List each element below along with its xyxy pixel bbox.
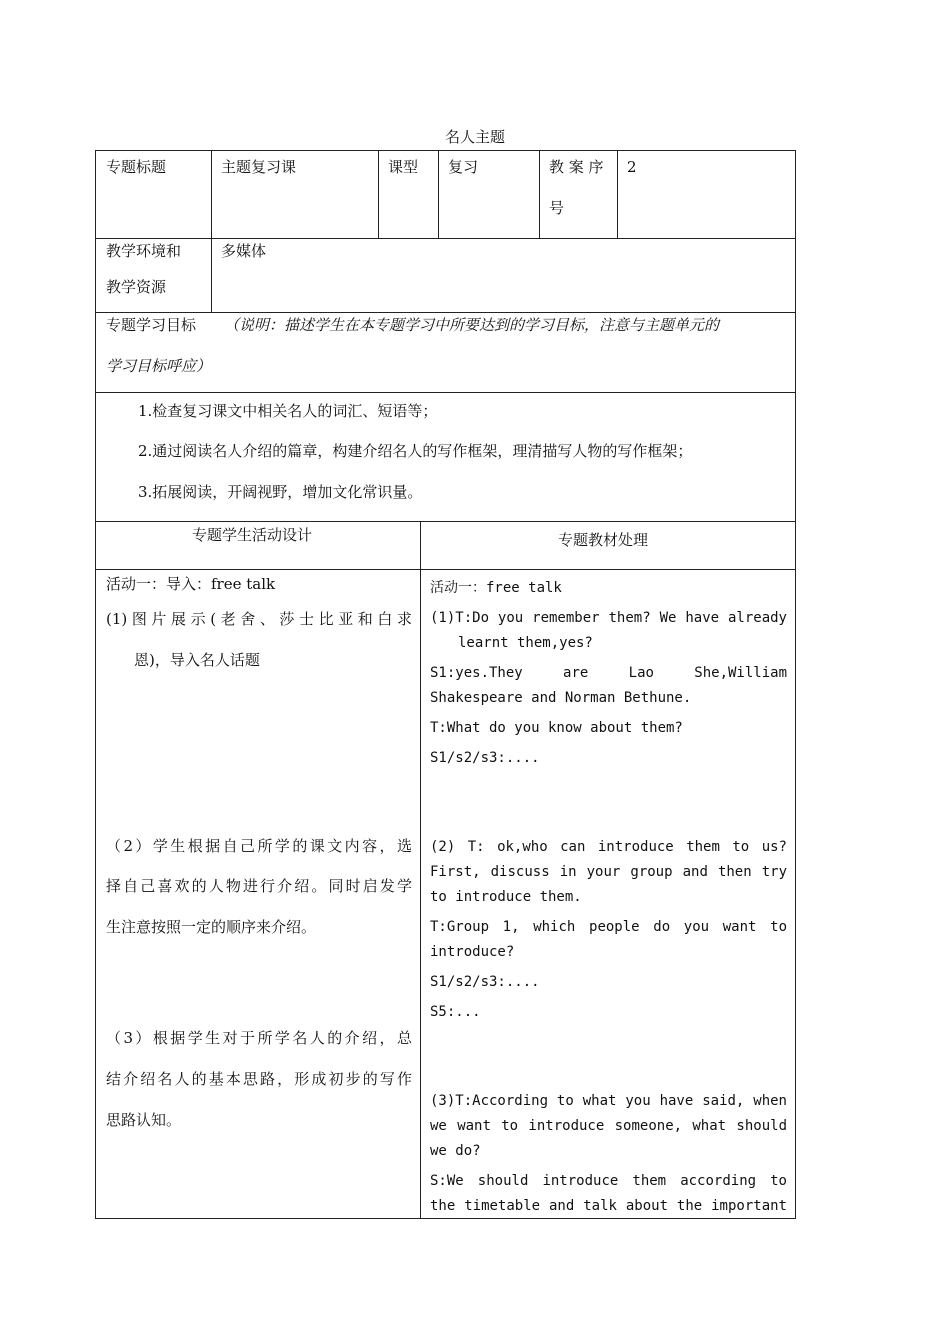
material-line: (1)T:Do you remember them? We have already — [430, 610, 787, 626]
material-line: S5:... — [430, 1004, 481, 1020]
material-line: S:We should introduce them according to — [430, 1173, 787, 1189]
row-divider — [95, 521, 796, 522]
environment-label: 教学环境和 — [106, 242, 182, 260]
material-line: we want to introduce someone, what should — [430, 1118, 787, 1134]
environment-label-cont: 教学资源 — [106, 278, 167, 296]
goals-label: 专题学习目标 — [106, 316, 197, 334]
topic-value: 主题复习课 — [221, 158, 297, 176]
activity-step-1-cont: 恩)，导入名人话题 — [134, 651, 260, 669]
left-column-header: 专题学生活动设计 — [192, 526, 313, 544]
col-divider — [438, 150, 439, 238]
col-divider — [211, 150, 212, 312]
material-line: 活动一：free talk — [430, 580, 562, 596]
row-divider — [95, 392, 796, 393]
row-divider — [95, 569, 796, 570]
material-line: learnt them,yes? — [458, 635, 593, 651]
material-line: First, discuss in your group and then try — [430, 864, 787, 880]
material-line: S1/s2/s3:.... — [430, 750, 540, 766]
activity-step-3: （3）根据学生对于所学名人的介绍，总 — [106, 1029, 412, 1047]
activity-step-3-cont: 结介绍名人的基本思路，形成初步的写作 — [106, 1070, 412, 1088]
activity-step-3-cont: 思路认知。 — [106, 1111, 182, 1129]
goal-item: 2.通过阅读名人介绍的篇章，构建介绍名人的写作框架，理清描写人物的写作框架； — [138, 442, 693, 460]
activity-step-2: （2）学生根据自己所学的课文内容，选 — [106, 837, 412, 855]
activity-step-2-cont: 生注意按照一定的顺序来介绍。 — [106, 918, 317, 936]
right-column-header: 专题教材处理 — [558, 531, 649, 549]
goals-note: （说明：描述学生在本专题学习中所要达到的学习目标，注意与主题单元的 — [224, 316, 720, 334]
type-value: 复习 — [448, 158, 479, 176]
goal-item: 1.检查复习课文中相关名人的词汇、短语等； — [138, 402, 438, 420]
col-divider — [378, 150, 379, 238]
activity-step-2-cont: 择自己喜欢的人物进行介绍。同时启发学 — [106, 877, 412, 895]
environment-value: 多媒体 — [221, 242, 267, 260]
goal-item: 3.拓展阅读，开阔视野，增加文化常识量。 — [138, 483, 423, 501]
col-divider — [617, 150, 618, 238]
material-line: S1/s2/s3:.... — [430, 974, 540, 990]
material-line: T:What do you know about them? — [430, 720, 683, 736]
activity-one-title: 活动一：导入：free talk — [106, 575, 276, 593]
material-line: introduce? — [430, 944, 515, 960]
material-line: (2) T: ok,who can introduce them to us? — [430, 839, 787, 855]
material-line: the timetable and talk about the important — [430, 1198, 787, 1214]
plan-number-value: 2 — [627, 158, 637, 176]
activity-step-1: (1)图片展示(老舍、莎士比亚和白求 — [106, 610, 412, 628]
material-line: we do? — [430, 1143, 481, 1159]
col-divider — [420, 521, 421, 1219]
page-title: 名人主题 — [444, 128, 505, 146]
material-line: T:Group 1, which people do you want to — [430, 919, 787, 935]
material-line: to introduce them. — [430, 889, 582, 905]
material-line: S1:yes.They are Lao She,William — [430, 665, 787, 681]
type-label: 课型 — [388, 158, 419, 176]
row-divider — [95, 238, 796, 239]
material-line: Shakespeare and Norman Bethune. — [430, 690, 692, 706]
topic-label: 专题标题 — [106, 158, 167, 176]
col-divider — [539, 150, 540, 238]
plan-number-label-cont: 号 — [549, 199, 565, 217]
goals-note-cont: 学习目标呼应） — [106, 357, 212, 375]
row-divider — [95, 312, 796, 313]
plan-number-label: 教 案 序 — [549, 158, 604, 176]
material-line: (3)T:According to what you have said, when — [430, 1093, 787, 1109]
